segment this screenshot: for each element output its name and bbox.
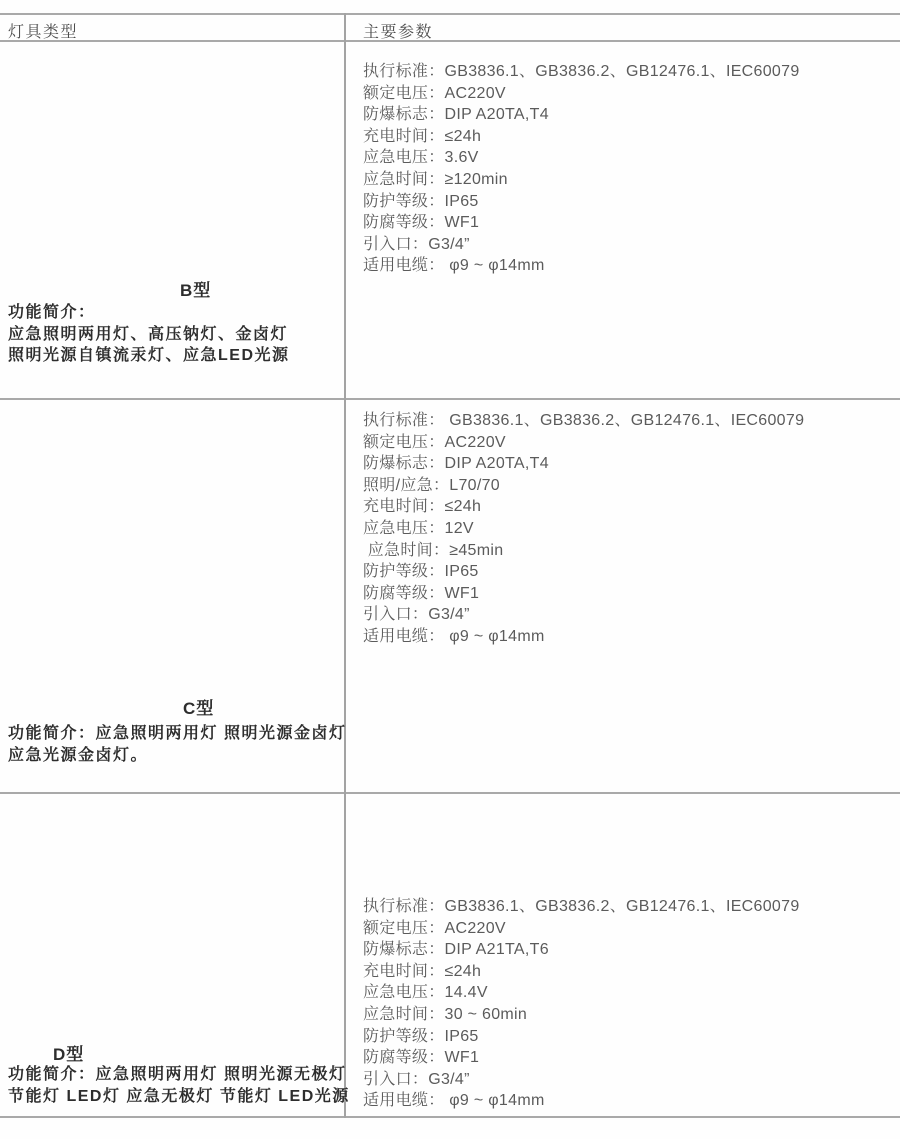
intro-line: 功能简介：应急照明两用灯 照明光源无极灯 [8,1066,347,1083]
param-line: 充电时间：≤24h [363,127,482,145]
divider-row-c-d [0,792,900,794]
divider-row-b-c [0,398,900,400]
param-line: 应急电压：12V [363,519,474,537]
param-line: 适用电缆： φ9 ~ φ14mm [363,257,545,275]
param-line: 执行标准：GB3836.1、GB3836.2、GB12476.1、IEC60079 [363,63,800,80]
divider-header [0,40,900,42]
intro-line: 应急光源金卤灯。 [8,746,149,764]
column-header-main-params: 主要参数 [363,24,434,41]
param-line: 应急时间：≥120min [363,170,508,188]
param-line: 防护等级：IP65 [363,192,479,210]
type-label-d: D型 [53,1045,85,1064]
divider-columns [344,13,346,1118]
param-line: 充电时间：≤24h [363,962,482,980]
param-line: 额定电压：AC220V [363,919,506,937]
param-line: 防爆标志：DIP A21TA,T6 [363,941,549,959]
intro-line: 应急照明两用灯、高压钠灯、金卤灯 [8,325,289,343]
param-line: 应急时间：30 ~ 60min [363,1005,528,1023]
type-label-c: C型 [183,699,215,718]
divider-bottom [0,1116,900,1118]
params-c [363,410,804,648]
intro-d [8,1064,350,1107]
param-line: 防腐等级：WF1 [363,214,480,232]
param-line: 防爆标志：DIP A20TA,T4 [363,455,549,473]
param-line: 执行标准：GB3836.1、GB3836.2、GB12476.1、IEC60079 [363,898,800,915]
param-line: 引入口：G3/4” [363,1070,470,1088]
param-line: 适用电缆： φ9 ~ φ14mm [363,1092,545,1110]
intro-c [8,723,346,766]
param-line: 额定电压：AC220V [363,433,506,451]
column-header-lamp-type: 灯具类型 [8,24,79,41]
param-line: 防腐等级：WF1 [363,584,480,602]
intro-line: 节能灯 LED灯 应急无极灯 节能灯 LED光源 [8,1087,350,1105]
param-line: 充电时间：≤24h [363,498,482,516]
param-line: 引入口：G3/4” [363,235,470,253]
params-b [363,61,800,277]
intro-line: 照明光源自镇流汞灯、应急LED光源 [8,347,290,364]
param-line: 防护等级：IP65 [363,1027,479,1045]
param-line: 额定电压：AC220V [363,84,506,102]
params-d [363,896,800,1112]
intro-line: 功能简介： [8,304,96,321]
intro-b [8,302,290,367]
param-line: 适用电缆： φ9 ~ φ14mm [363,627,545,645]
param-line: 应急时间：≥45min [363,541,504,559]
param-line: 应急电压：3.6V [363,149,479,167]
param-line: 应急电压：14.4V [363,984,488,1002]
type-label-b: B型 [180,281,212,300]
param-line: 执行标准： GB3836.1、GB3836.2、GB12476.1、IEC60079 [363,412,805,429]
divider-top [0,13,900,15]
intro-line: 功能简介：应急照明两用灯 照明光源金卤灯 [8,725,347,742]
param-line: 引入口：G3/4” [363,606,470,624]
param-line: 防腐等级：WF1 [363,1049,480,1067]
param-line: 防爆标志：DIP A20TA,T4 [363,106,549,124]
param-line: 防护等级：IP65 [363,563,479,581]
param-line: 照明/应急：L70/70 [363,476,500,494]
